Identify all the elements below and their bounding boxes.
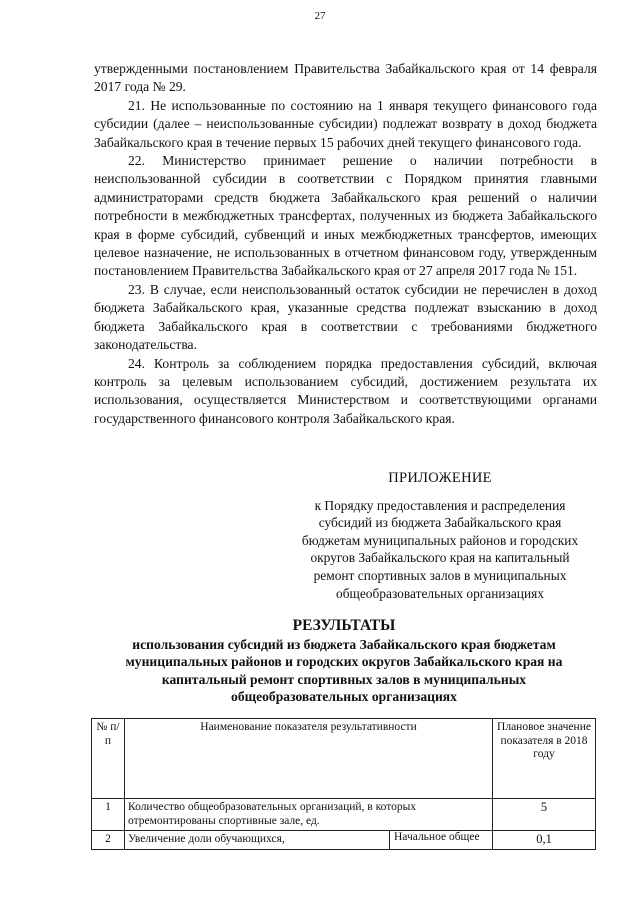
annex-block	[290, 470, 590, 602]
annex-title: ПРИЛОЖЕНИЕ	[388, 470, 492, 486]
paragraph-21: 21. Не использованные по состоянию на 1 января текущего финансового года субсидии (далее – неиспользованные субсидии) подлежат возврату в доход бюджета Забайкальского края в течение первых 15 рабочих дней текущего финансового года.	[94, 97, 597, 150]
indicators-table	[91, 718, 596, 850]
row-plan: 0,1	[493, 831, 596, 850]
body-text	[94, 60, 597, 428]
results-title: РЕЗУЛЬТАТЫ	[292, 617, 396, 634]
table-header-row	[92, 719, 596, 799]
table-row	[92, 831, 596, 850]
paragraph-23: 23. В случае, если неиспользованный остаток субсидии не перечислен в доход бюджета Забайкальского края, указанные средства подлежат взысканию в доход бюджета Забайкальского края в соответствии с требованиями бюджетного законодательства.	[94, 281, 597, 353]
paragraph-22: 22. Министерство принимает решение о наличии потребности в неиспользованной субсидии в соответствии с Порядком принятия главными администраторами средств бюджета Забайкальского края решений о наличии потребности в межбюджетных трансфертах, полученных из бюджета Забайкальского края в форме субсидий, субвенций и иных межбюджетных трансфертов, имеющих целевое назначение, не использованных в отчетном финансовом году, утвержденным постановлением Правительства Забайкальского края от 27 апреля 2017 года № 151.	[94, 153, 597, 279]
row-name: Увеличение доли обучающихся,	[128, 833, 285, 846]
results-subtitle: использования субсидий из бюджета Забайкальского края бюджетам муниципальных районов и городских округов Забайкальского края на капитальный ремонт спортивных залов в муниципальных общеобразовательных организациях	[125, 637, 563, 705]
results-heading	[94, 616, 594, 706]
paragraph-24: 24. Контроль за соблюдением порядка предоставления субсидий, включая контроль за целевым использованием субсидий, достижением результата их использования, осуществляется Министерством и соответствующими органами государственного финансового контроля Забайкальского края.	[94, 355, 597, 426]
header-num: № п/п	[92, 719, 125, 799]
table-row	[92, 799, 596, 831]
row-name-level: Начальное общее	[389, 831, 492, 849]
header-plan: Плановое значение показателя в 2018 году	[493, 719, 596, 799]
annex-caption: к Порядку предоставления и распределения субсидий из бюджета Забайкальского края бюджетам муниципальных районов и городских округов Забайкальского края на капитальный ремонт спортивных залов в муниципальных общеобразовательных организациях	[301, 497, 579, 601]
row-num: 1	[92, 799, 125, 831]
page-number: 27	[314, 10, 326, 22]
paragraph-continuation: утвержденными постановлением Правительства Забайкальского края от 14 февраля 2017 года № 29.	[94, 61, 597, 95]
row-name: Количество общеобразовательных организаций, в которых отремонтированы спортивные зале, ед.	[125, 799, 493, 831]
row-name-cell	[125, 831, 493, 850]
row-plan: 5	[493, 799, 596, 831]
row-num: 2	[92, 831, 125, 850]
header-name: Наименование показателя результативности	[125, 719, 493, 799]
